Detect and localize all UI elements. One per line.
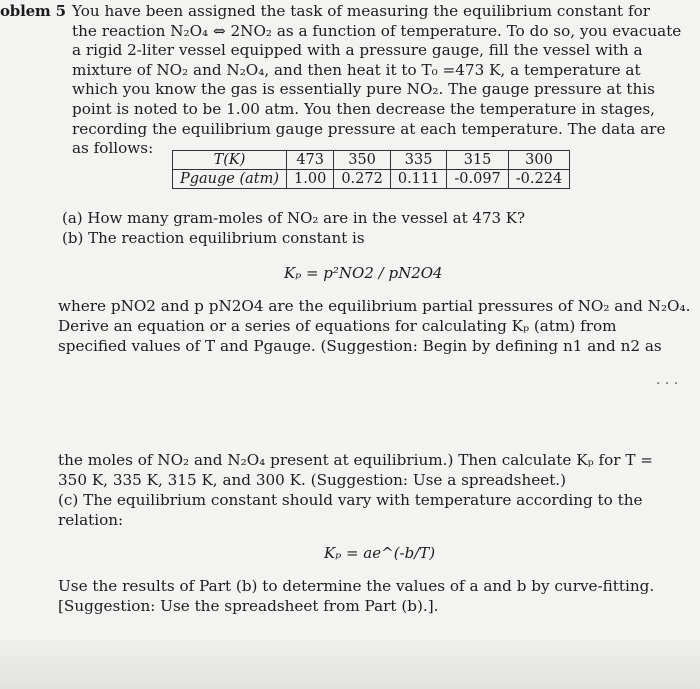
table-cell: -0.224 <box>508 170 569 189</box>
temperature-header: T(K) <box>173 151 287 170</box>
intro-line: the reaction N₂O₄ ⇔ 2NO₂ as a function of temperature. To do so, you evacuate <box>72 21 682 40</box>
continuation-line: (c) The equilibrium constant should vary with temperature according to the <box>58 491 643 509</box>
ellipsis-mark: · · · <box>656 376 679 392</box>
pressure-header: Pgauge (atm) <box>173 170 287 189</box>
where-line: Derive an equation or a series of equations for calculating Kₚ (atm) from <box>58 317 617 335</box>
continuation-line: the moles of NO₂ and N₂O₄ present at equilibrium.) Then calculate Kₚ for T = <box>58 451 654 469</box>
table-cell: 473 <box>287 151 334 170</box>
final-line: Use the results of Part (b) to determine the values of a and b by curve-fitting. <box>58 577 655 595</box>
intro-line: as follows: <box>72 139 154 158</box>
table-cell: 0.272 <box>334 170 391 189</box>
continuation-line: relation: <box>58 511 124 529</box>
table-cell: -0.097 <box>447 170 508 189</box>
continuation-line: 350 K, 335 K, 315 K, and 300 K. (Suggestion: Use a spreadsheet.) <box>58 471 567 489</box>
problem-label: oblem 5 <box>0 2 66 20</box>
pressure-data-table <box>172 150 570 189</box>
fit-equation: Kₚ = ae^(-b/T) <box>324 544 436 562</box>
intro-line: mixture of NO₂ and N₂O₄, and then heat it to T₀ =473 K, a temperature at <box>72 60 641 79</box>
intro-line: which you know the gas is essentially pure NO₂. The gauge pressure at this <box>72 80 655 99</box>
questions-ab <box>62 209 525 248</box>
table-cell: 335 <box>390 151 447 170</box>
intro-line: a rigid 2-liter vessel equipped with a pressure gauge, fill the vessel with a <box>72 41 643 60</box>
table-row <box>173 170 570 189</box>
table-row <box>173 151 570 170</box>
final-paragraph <box>58 576 654 616</box>
table-cell: 300 <box>508 151 569 170</box>
where-line: where pNO2 and p pN2O4 are the equilibrium partial pressures of NO₂ and N₂O₄. <box>58 297 691 315</box>
final-line: [Suggestion: Use the spreadsheet from Part (b).]. <box>58 597 439 615</box>
intro-line: You have been assigned the task of measuring the equilibrium constant for <box>72 2 651 20</box>
intro-line: point is noted to be 1.00 atm. You then decrease the temperature in stages, <box>72 99 655 118</box>
where-paragraph <box>58 296 690 356</box>
problem-intro <box>72 2 684 159</box>
table-cell: 315 <box>447 151 508 170</box>
intro-line: recording the equilibrium gauge pressure at each temperature. The data are <box>72 119 666 138</box>
page-bottom-shading <box>0 640 700 689</box>
continuation-paragraph <box>58 450 653 530</box>
table-cell: 350 <box>334 151 391 170</box>
where-line: specified values of T and Pgauge. (Suggestion: Begin by defining n1 and n2 as <box>58 337 662 355</box>
part-b-intro: (b) The reaction equilibrium constant is <box>62 228 365 247</box>
table-cell: 1.00 <box>287 170 334 189</box>
table-cell: 0.111 <box>390 170 447 189</box>
kp-equation: Kₚ = p²NO2 / pN2O4 <box>284 264 443 282</box>
part-a-text: (a) How many gram-moles of NO₂ are in the vessel at 473 K? <box>62 209 526 227</box>
